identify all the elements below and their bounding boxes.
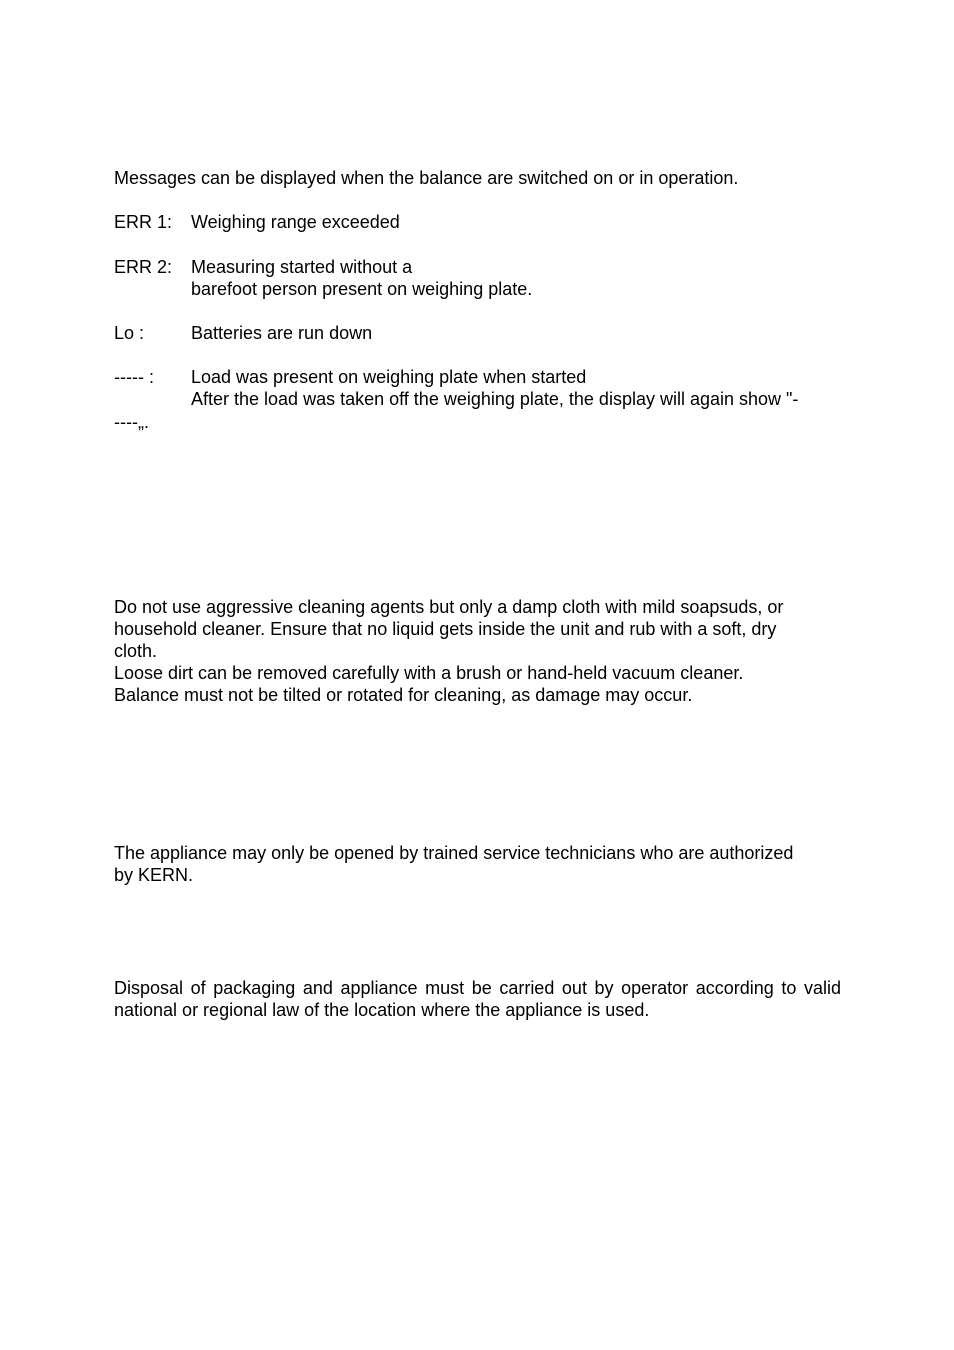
error-description (191, 256, 841, 300)
error-description (191, 322, 841, 344)
error-description-line: Measuring started without a (191, 257, 413, 277)
error-description-line: Load was present on weighing plate when started (191, 367, 587, 387)
disposal-text: Disposal of packaging and appliance must be carried out by operator according to valid national or regional law of the location where the appliance is used. (114, 978, 841, 1020)
error-description-wrap-tail: ----„. (114, 412, 149, 432)
service-text-line: The appliance may only be opened by trained service technicians who are authorized (114, 843, 794, 863)
error-code: ERR 1: (114, 212, 173, 232)
error-messages-intro: Messages can be displayed when the balance are switched on or in operation. (114, 168, 739, 188)
cleaning-text-line: Loose dirt can be removed carefully with a brush or hand-held vacuum cleaner. (114, 663, 744, 683)
cleaning-text (114, 596, 841, 706)
service-text-line: by KERN. (114, 865, 194, 885)
error-description (191, 366, 841, 410)
error-description-line: Weighing range exceeded (191, 212, 400, 232)
service-text (114, 842, 841, 886)
error-code: Lo : (114, 323, 145, 343)
error-description-line: barefoot person present on weighing plate. (191, 279, 533, 299)
cleaning-text-line: Do not use aggressive cleaning agents but only a damp cloth with mild soapsuds, or (114, 597, 784, 617)
error-description-line: After the load was taken off the weighing plate, the display will again show "- (191, 389, 799, 409)
cleaning-text-line: household cleaner. Ensure that no liquid gets inside the unit and rub with a soft, dry (114, 619, 777, 639)
error-code: ----- : (114, 367, 154, 387)
cleaning-text-line: cloth. (114, 641, 158, 661)
cleaning-text-line: Balance must not be tilted or rotated for cleaning, as damage may occur. (114, 685, 693, 705)
error-description (191, 211, 841, 233)
error-code: ERR 2: (114, 257, 173, 277)
error-description-line: Batteries are run down (191, 323, 373, 343)
